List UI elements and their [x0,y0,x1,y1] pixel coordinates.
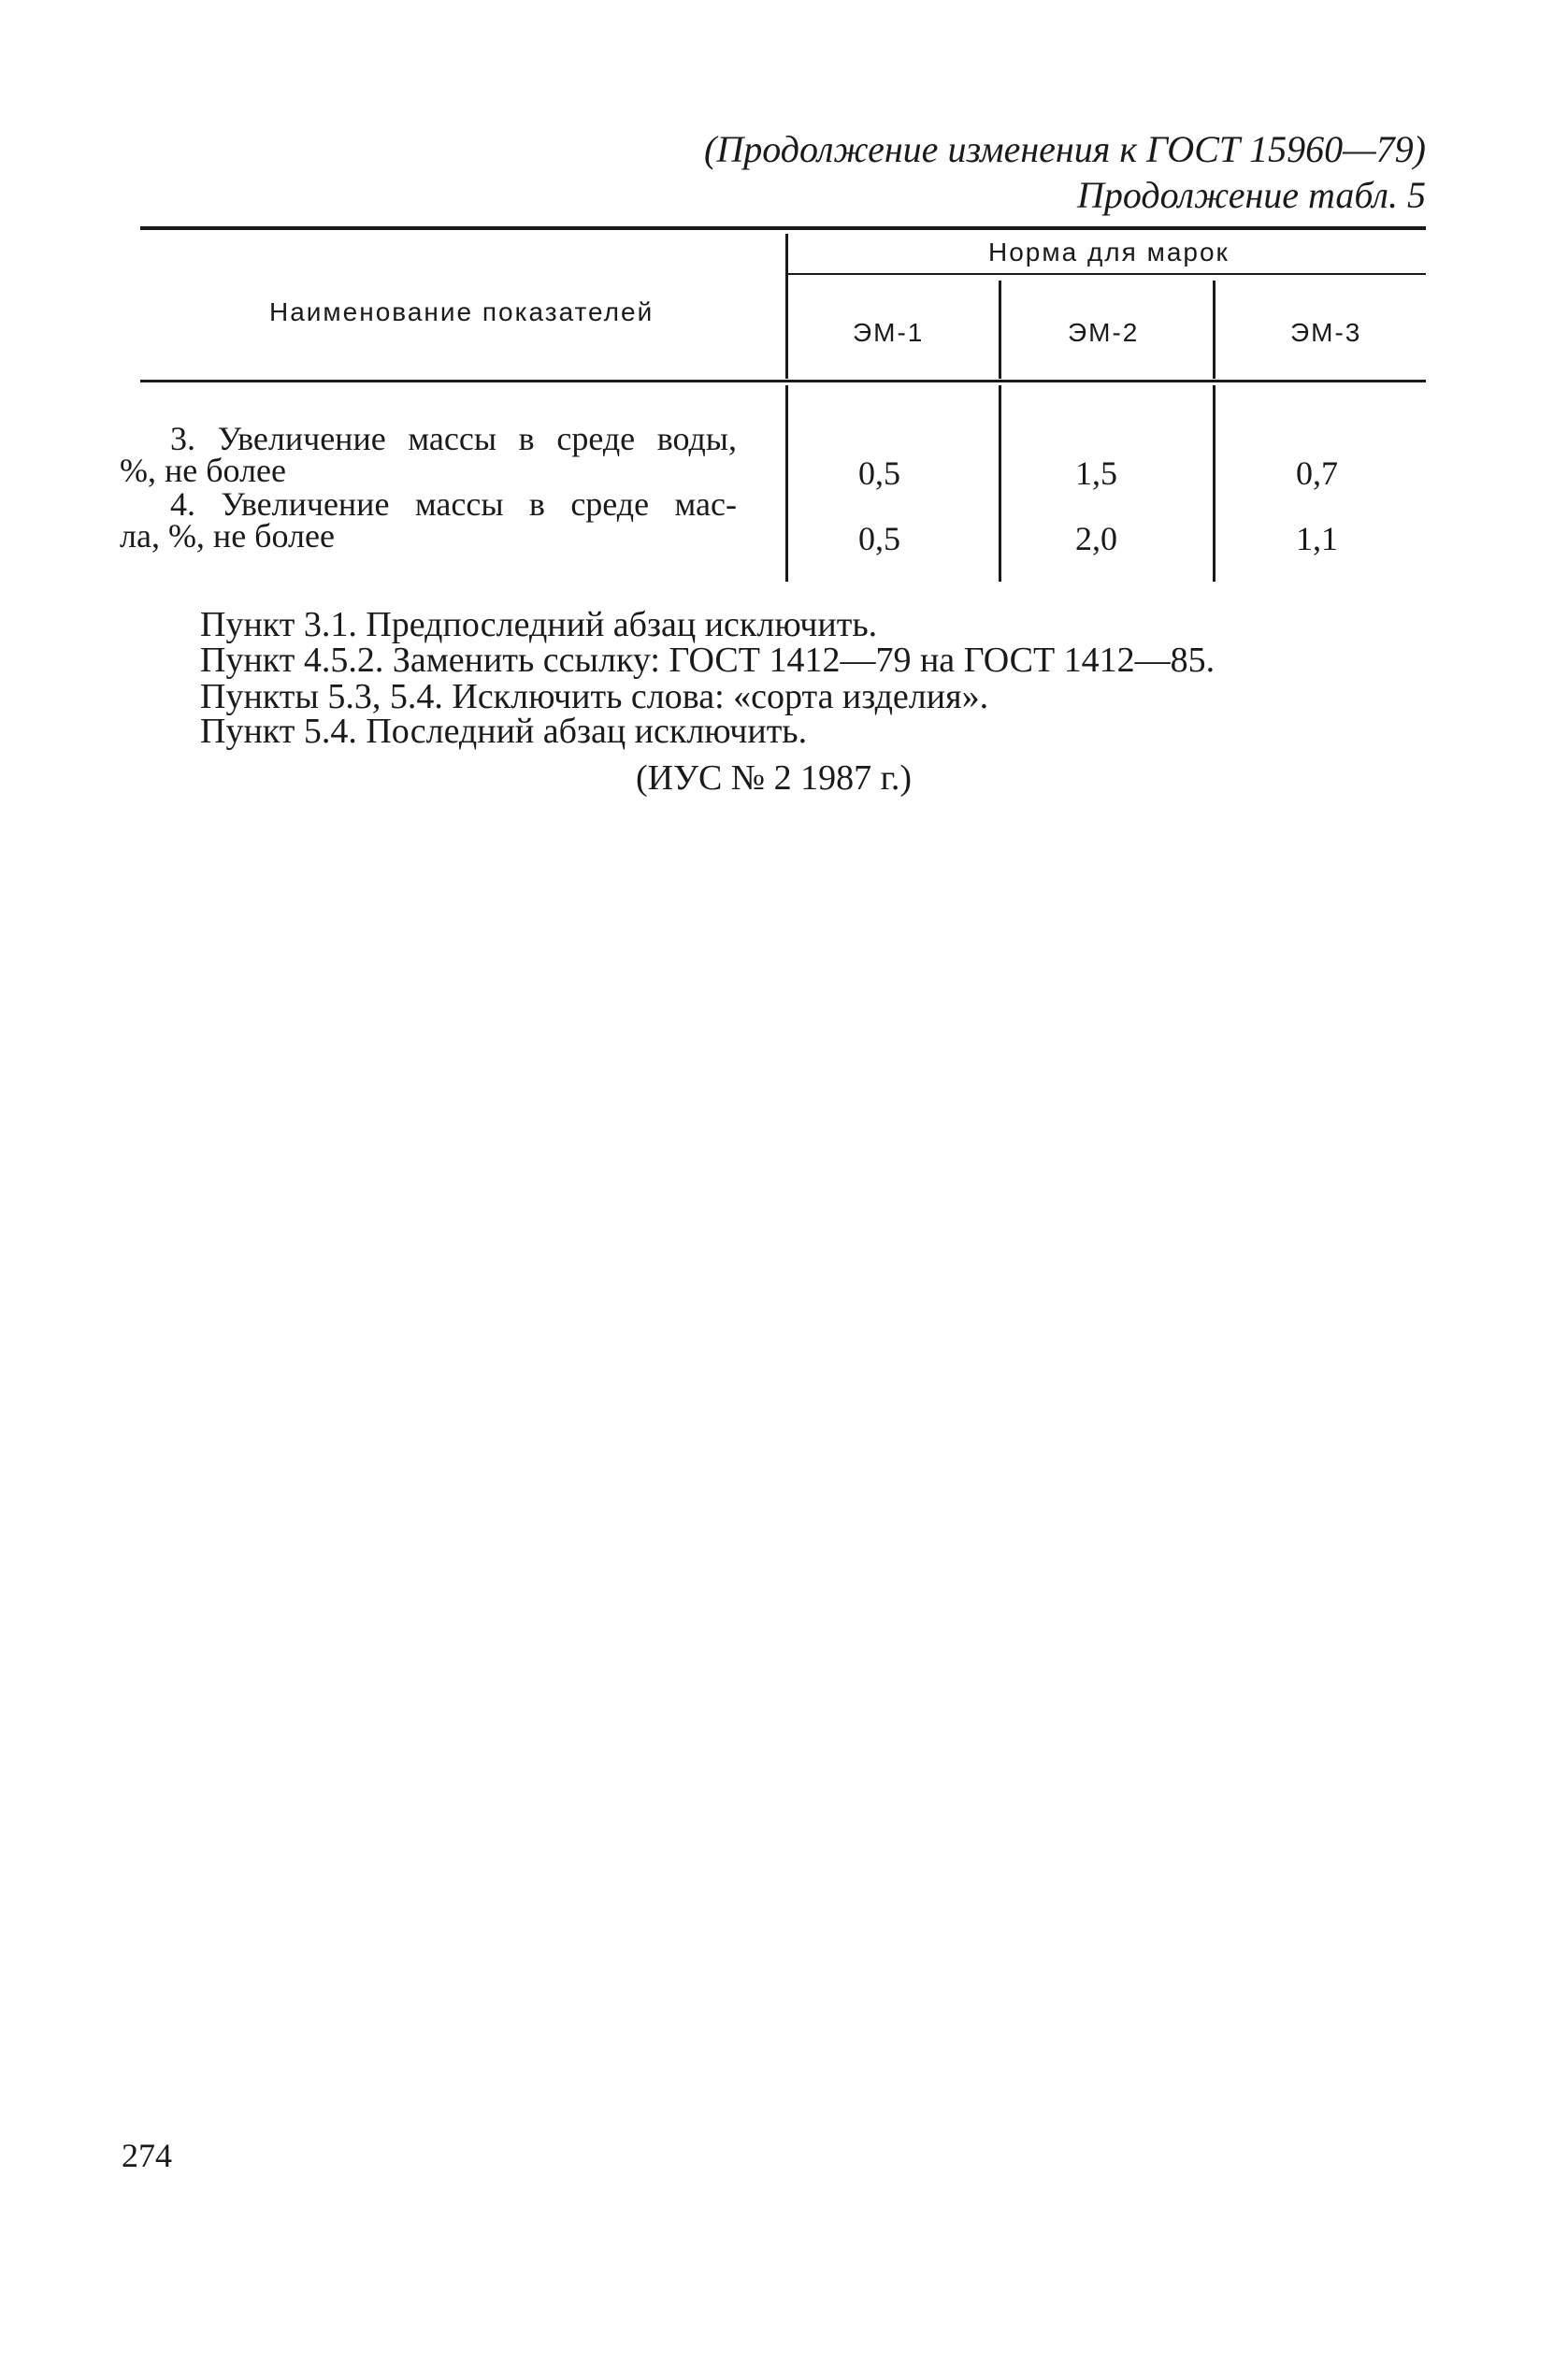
column-header-grade-em1: ЭМ-1 [853,318,925,347]
col-divider-param [785,234,788,379]
table-cell-value: 0,5 [858,520,900,557]
table-top-rule [140,226,1426,230]
column-header-grade-em2: ЭМ-2 [1068,318,1140,347]
publication-reference: (ИУС № 2 1987 г.) [636,758,913,798]
paragraph: Пункт 4.5.2. Заменить ссылку: ГОСТ 1412—79 на ГОСТ 1412—85. [200,641,1216,680]
column-header-grade-group: Норма для марок [988,238,1230,267]
row-label-line: ла, %, не более [120,517,335,555]
col-divider-grade-2 [1213,281,1216,379]
col-divider-param-body [785,385,788,582]
header-bottom-rule [140,380,1426,382]
table-cell-value: 1,1 [1296,520,1338,557]
group-header-rule [788,273,1426,275]
continuation-header: (Продолжение изменения к ГОСТ 15960—79) [704,128,1426,170]
page-number: 274 [122,2137,172,2174]
row-label-line: %, не более [120,452,286,489]
paragraph: Пункт 5.4. Последний абзац исключить. [200,712,808,751]
row-label-line: 3. Увеличение массы в среде воды, [170,420,737,457]
col-divider-grade-2-body [1213,385,1216,582]
table-cell-value: 2,0 [1075,520,1117,557]
table-cell-value: 1,5 [1075,454,1117,492]
table-cell-value: 0,5 [858,454,900,492]
column-header-parameter: Наименование показателей [269,297,655,326]
table-continuation-label: Продолжение табл. 5 [1076,174,1426,216]
table-row-label [120,420,737,489]
column-header-grade-em3: ЭМ-3 [1290,318,1362,347]
row-label-line: 4. Увеличение массы в среде мас- [170,485,737,523]
paragraph: Пункт 3.1. Предпоследний абзац исключить. [200,605,878,644]
col-divider-grade-1 [999,281,1001,379]
paragraph: Пункты 5.3, 5.4. Исключить слова: «сорта изделия». [200,677,989,716]
table-cell-value: 0,7 [1296,454,1338,492]
table-row-label [120,485,737,555]
col-divider-grade-1-body [999,385,1001,582]
